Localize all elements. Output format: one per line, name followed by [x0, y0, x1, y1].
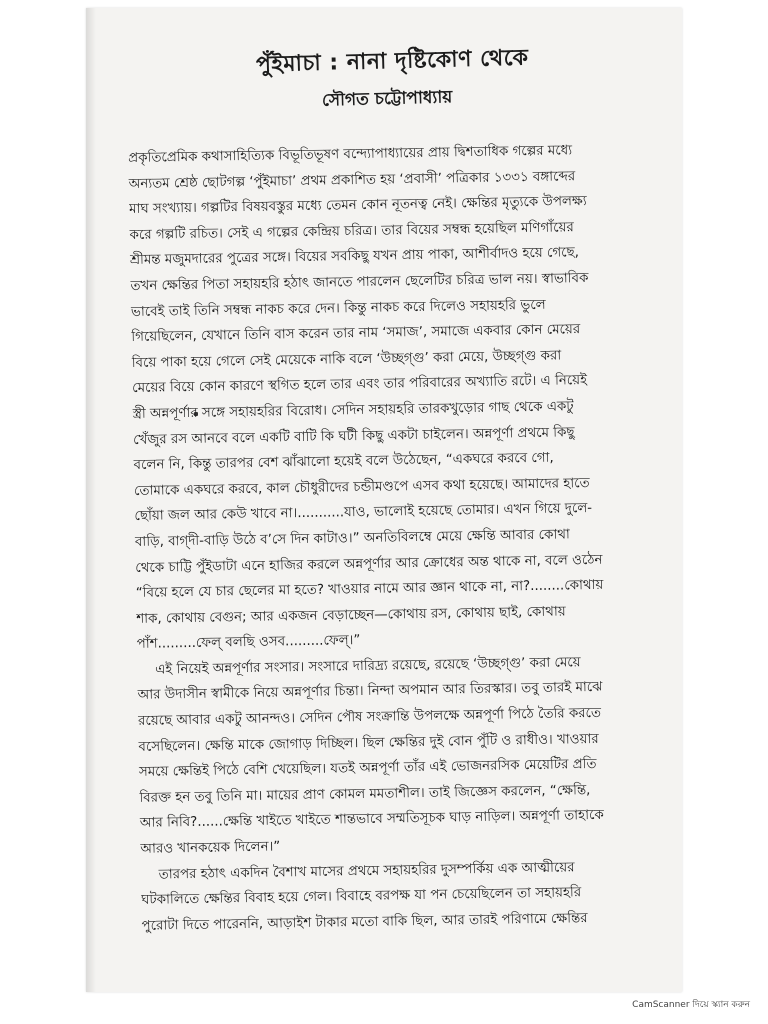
body-line: সময়ে ক্ষেন্তিই পিঠে বেশি খেয়েছিল। যতই অন্নপূর্ণা তাঁর এই ভোজনরসিক মেয়েটির প্রতি: [138, 757, 597, 781]
body-line: বলেন নি, কিন্তু তারপর বেশ ঝাঁঝালো হয়েই বলে উঠেছেন, “একঘরে করবে গো,: [133, 450, 554, 474]
body-line: পুরোটা দিতে পারেননি, আড়াইশ টাকার মতো বাকি ছিল, আর তারই পরিণামে ক্ষেন্তির: [141, 910, 588, 934]
author-name: সৌগত চট্টোপাধ্যায়: [321, 87, 453, 111]
body-line: বিয়ে পাকা হয়ে গেলে সেই মেয়েকে নাকি বলে ‘উচ্ছগ্‌গু’ করা মেয়ে, উচ্ছগ্‌গু করা: [131, 348, 562, 371]
body-line: ছোঁয়া জল আর কেউ খাবে না।...........যাও, ভালোই হয়েছে তোমার। এখন গিয়ে দুলে-: [134, 501, 593, 525]
scanned-page: [86, 8, 682, 992]
body-line: মেয়ের বিয়ে কোন কারণে স্থগিত হলে তার এবং তার পরিবারের অখ্যাতি রটে। এ নিয়েই: [132, 373, 588, 397]
body-line: “বিয়ে হলে যে চার ছেলের মা হতে? খাওয়ার নামে আর জ্ঞান থাকে না, না?........কোথায়: [135, 577, 604, 602]
page-title: পুঁইমাচা : নানা দৃষ্টিকোণ থেকে: [255, 45, 529, 78]
body-line: থেকে চাট্টি পুঁইডাটা এনে হাজির করলে অন্নপূর্ণার আর ক্রোধের অন্ত থাকে না, বলে ওঠেন: [135, 552, 603, 576]
scanner-watermark: CamScanner দিয়ে স্ক্যান করুন: [632, 1000, 750, 1010]
body-line: শ্রীমন্ত মজুমদারের পুত্রের সঙ্গে। বিয়ের সবকিছু যখন প্রায় পাকা, আশীর্বাদও হয়ে গেছে,: [129, 245, 580, 269]
body-line: ভাবেই তাই তিনি সম্বন্ধ নাকচ করে দেন। কিন্তু নাকচ করে দিলেও সহায়হরি ভুলে: [130, 297, 546, 320]
body-line: আরও খানকয়েক দিলেন।”: [140, 839, 281, 857]
body-line: তোমাকে একঘরে করবে, কাল চৌধুরীদের চন্ডীমণ্ডপে এসব কথা হয়েছে। আমাদের হাতে: [133, 475, 590, 499]
body-line: বিরক্ত হন তবু তিনি মা। মায়ের প্রাণ কোমল মমতাশীল। তাই জিজ্ঞেস করলেন, “ক্ষেন্তি,: [139, 782, 591, 806]
body-line: শাক, কোথায় বেগুন; আর একজন বেড়াচ্ছেন—কোথায় রস, কোথায় ছাই, কোথায়: [136, 604, 566, 627]
body-line: খেঁজুর রস আনবে বলে একটি বাটি কি ঘটী কিছু একটা চাইলেন। অন্নপূর্ণা প্রথমে কিছু: [133, 424, 575, 448]
body-line: রয়েছে আবার একটু আনন্দও। সেদিন পৌষ সংক্রান্তি উপলক্ষে অন্নপূর্ণা পিঠে তৈরি করতে: [137, 705, 602, 729]
body-line: আর নিবি?......ক্ষেন্তি খাইতে খাইতে শান্তভাবে সম্মতিসূচক ঘাড় নাড়িল। অন্নপূর্ণা তাহাকে: [139, 808, 604, 832]
article-body: [128, 136, 682, 939]
body-line: প্রকৃতিপ্রেমিক কথাসাহিত্যিক বিভূতিভূষণ বন্দ্যোপাধ্যায়ের প্রায় দ্বিশতাধিক গল্পের মধ্যে: [128, 143, 573, 166]
body-line: ঘটকালিতে ক্ষেন্তির বিবাহ হয়ে গেল। বিবাহে বরপক্ষ যা পন চেয়েছিলেন তা সহায়হরি: [141, 885, 582, 909]
body-line: বাড়ি, বাগ্‌দী-বাড়ি উঠে ব’সে দিন কাটাও।” অনতিবিলম্বে মেয়ে ক্ষেন্তি আবার কোথা: [134, 527, 570, 550]
body-line: তারপর হঠাৎ একদিন বৈশাখ মাসের প্রথমে সহায়হরির দুসম্পর্কিয় এক আত্মীয়ের: [158, 859, 575, 883]
body-line: গিয়েছিলেন, যেখানে তিনি বাস করেন তার নাম ‘সমাজ’, সমাজে একবার কোন মেয়ের: [131, 322, 581, 346]
body-line: করে গল্পটি রচিত। সেই এ গল্পের কেন্দ্রিয় চরিত্র। তার বিয়ের সম্বন্ধ হয়েছিল মণিগাঁয়ের: [129, 220, 574, 243]
body-line: মাঘ সংখ্যায়। গল্পটির বিষয়বস্তুর মধ্যে তেমন কোন নূতনত্ব নেই। ক্ষেন্তির মৃত্যুকে উপলক্ষ্য: [128, 194, 587, 218]
page-edge-shadow: [86, 8, 96, 992]
body-line: অন্যতম শ্রেষ্ঠ ছোটগল্প ‘পুঁইমাচা’ প্রথম প্রকাশিত হয় ‘প্রবাসী’ পত্রিকার ১৩৩১ বঙ্গাব্দের: [128, 168, 576, 192]
body-line: পাঁশ.........ফেল্‌ বলছি ওসব.........ফেল্‌।”: [136, 633, 361, 653]
body-line: আর উদাসীন স্বামীকে নিয়ে অন্নপূর্ণার চিন্তা। নিন্দা অপমান আর তিরস্কার। তবু তারই মাঝে: [137, 680, 603, 704]
body-line: এই নিয়েই অন্নপূর্ণার সংসার। সংসারে দারিদ্র্য রয়েছে, রয়েছে ‘উচ্ছগ্‌গু’ করা মেয়ে: [155, 655, 581, 678]
body-line: স্ত্রী অন্নপূর্ণার সঙ্গে সহায়হরির বিরোধ। সেদিন সহায়হরি তারকখুড়োর গাছ থেকে একটু: [132, 399, 574, 422]
body-line: বসেছিলেন। ক্ষেন্তি মাকে জোগাড় দিচ্ছিল। ছিল ক্ষেন্তির দুই বোন পুঁটি ও রাধীও। খাওয়ার: [138, 731, 599, 755]
body-line: তখন ক্ষেন্তির পিতা সহায়হরি হঠাৎ জানতে পারলেন ছেলেটির চরিত্র ভাল নয়। স্বাভাবিক: [130, 270, 589, 294]
